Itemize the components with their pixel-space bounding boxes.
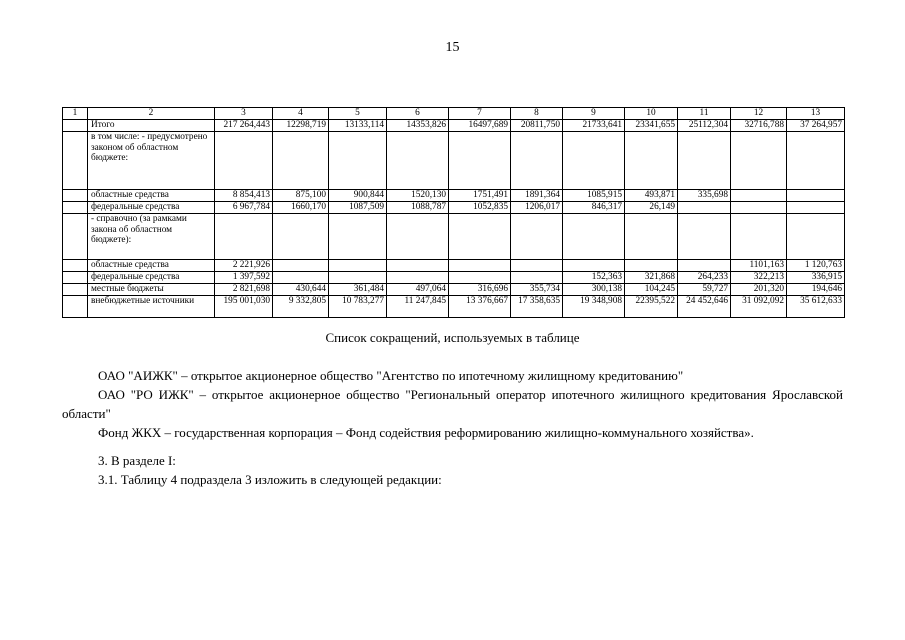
table-cell-value (731, 132, 787, 190)
table-cell-value: 31 092,092 (731, 296, 787, 318)
table-cell-value: 24 452,646 (678, 296, 731, 318)
table-cell-value (511, 260, 563, 272)
table-row-label: федеральные средства (88, 202, 215, 214)
table-cell-value (387, 214, 449, 260)
table-cell-value: 335,698 (678, 190, 731, 202)
table-cell-value: 59,727 (678, 284, 731, 296)
table-cell-value: 430,644 (273, 284, 329, 296)
table-cell-value (387, 132, 449, 190)
abbreviations-caption: Список сокращений, используемых в таблице (325, 330, 580, 345)
table-header-row (63, 108, 845, 120)
table-cell-index (63, 132, 88, 190)
table-row-label: местные бюджеты (88, 284, 215, 296)
table-cell-value (787, 202, 845, 214)
table-row-label: внебюджетные источники (88, 296, 215, 318)
table-cell-value (449, 260, 511, 272)
table-cell-value: 1 120,763 (787, 260, 845, 272)
table-row-label: в том числе: - предусмотрено законом об областном бюджете: (88, 132, 215, 190)
table-cell-value: 13 376,667 (449, 296, 511, 318)
table-row-label: Итого (88, 120, 215, 132)
table-row (63, 284, 845, 296)
table-cell-value (787, 190, 845, 202)
table-cell-value: 493,871 (625, 190, 678, 202)
table-cell-value (678, 260, 731, 272)
table-cell-value (449, 214, 511, 260)
table-body (63, 108, 845, 318)
table-cell-value: 1206,017 (511, 202, 563, 214)
table-header-cell: 10 (625, 108, 678, 120)
table-cell-value: 25112,304 (678, 120, 731, 132)
table-cell-value (563, 214, 625, 260)
table-cell-value (563, 132, 625, 190)
table-cell-value (329, 132, 387, 190)
table-header-cell: 3 (215, 108, 273, 120)
table-cell-value: 11 247,845 (387, 296, 449, 318)
table-cell-value (511, 214, 563, 260)
table-row-label: областные средства (88, 190, 215, 202)
table-cell-value: 361,484 (329, 284, 387, 296)
table-cell-value: 1 397,592 (215, 272, 273, 284)
table-cell-value (731, 214, 787, 260)
table-cell-value: 104,245 (625, 284, 678, 296)
table-cell-value (678, 202, 731, 214)
table-row (63, 132, 845, 190)
table-cell-value: 1660,170 (273, 202, 329, 214)
table-cell-value: 2 221,926 (215, 260, 273, 272)
table-cell-value (787, 132, 845, 190)
table-cell-value: 217 264,443 (215, 120, 273, 132)
table-cell-index (63, 272, 88, 284)
table-header-cell: 4 (273, 108, 329, 120)
table-cell-value: 37 264,957 (787, 120, 845, 132)
table-cell-value (329, 272, 387, 284)
table-cell-value: 6 967,784 (215, 202, 273, 214)
table-header-cell: 6 (387, 108, 449, 120)
table-cell-value (731, 190, 787, 202)
table-header-cell: 7 (449, 108, 511, 120)
table-cell-index (63, 284, 88, 296)
table-cell-value (511, 132, 563, 190)
table-header-cell: 9 (563, 108, 625, 120)
table-cell-value: 19 348,908 (563, 296, 625, 318)
table-cell-value: 10 783,277 (329, 296, 387, 318)
table-cell-value: 846,317 (563, 202, 625, 214)
table-cell-value: 194,646 (787, 284, 845, 296)
table-cell-value: 321,868 (625, 272, 678, 284)
table-cell-value: 14353,826 (387, 120, 449, 132)
table-cell-index (63, 202, 88, 214)
table-cell-value: 1052,835 (449, 202, 511, 214)
table-cell-value (731, 202, 787, 214)
table-header-cell: 5 (329, 108, 387, 120)
table-row (63, 120, 845, 132)
table-cell-value: 2 821,698 (215, 284, 273, 296)
table-cell-value: 264,233 (678, 272, 731, 284)
table-cell-value (625, 214, 678, 260)
table-row (63, 260, 845, 272)
paragraph-section-3-1: 3.1. Таблицу 4 подраздела 3 изложить в следующей редакции: (98, 472, 442, 487)
table-cell-value (215, 214, 273, 260)
table-cell-value: 1087,509 (329, 202, 387, 214)
table-cell-value: 23341,655 (625, 120, 678, 132)
table-row (63, 296, 845, 318)
funding-table (62, 107, 845, 318)
table-cell-value: 1085,915 (563, 190, 625, 202)
table-cell-value (625, 260, 678, 272)
table-cell-value: 1088,787 (387, 202, 449, 214)
table-cell-value (387, 272, 449, 284)
table-cell-value: 20811,750 (511, 120, 563, 132)
table-row (63, 190, 845, 202)
table-cell-index (63, 190, 88, 202)
table-cell-value (625, 132, 678, 190)
table-cell-value: 1520,130 (387, 190, 449, 202)
table-cell-value (511, 272, 563, 284)
table-cell-value (387, 260, 449, 272)
table-cell-value (563, 260, 625, 272)
table-cell-index (63, 120, 88, 132)
page-number: 15 (445, 40, 460, 55)
paragraph-ro-izhk: ОАО "РО ИЖК" – открытое акционерное общество "Региональный оператор ипотечного жилищного кредитования Ярославской области" (62, 387, 843, 421)
table-cell-value: 1891,364 (511, 190, 563, 202)
table-cell-value: 12298,719 (273, 120, 329, 132)
table-cell-value: 35 612,633 (787, 296, 845, 318)
table-cell-value: 322,213 (731, 272, 787, 284)
table-cell-value: 316,696 (449, 284, 511, 296)
table-row-label: федеральные средства (88, 272, 215, 284)
table-row (63, 202, 845, 214)
table-cell-index (63, 260, 88, 272)
table-cell-value: 32716,788 (731, 120, 787, 132)
table-cell-value: 13133,114 (329, 120, 387, 132)
table-cell-value: 497,064 (387, 284, 449, 296)
table-header-cell: 11 (678, 108, 731, 120)
table-row (63, 214, 845, 260)
table-cell-value: 900,844 (329, 190, 387, 202)
table-header-cell: 13 (787, 108, 845, 120)
table-cell-value: 355,734 (511, 284, 563, 296)
table-row (63, 272, 845, 284)
table-cell-value: 9 332,805 (273, 296, 329, 318)
table-cell-value (678, 214, 731, 260)
paragraph-section-3: 3. В разделе I: (98, 453, 176, 468)
table-header-cell: 2 (88, 108, 215, 120)
table-row-label: - справочно (за рамками закона об областном бюджете): (88, 214, 215, 260)
table-header-cell: 1 (63, 108, 88, 120)
table-cell-value: 152,363 (563, 272, 625, 284)
table-cell-value: 17 358,635 (511, 296, 563, 318)
paragraph-fond-zhkh: Фонд ЖКХ – государственная корпорация – Фонд содействия реформированию жилищно-коммунального хозяйства». (98, 425, 754, 440)
table-row-label: областные средства (88, 260, 215, 272)
table-cell-value: 26,149 (625, 202, 678, 214)
table-cell-value (787, 214, 845, 260)
table-cell-value (273, 260, 329, 272)
table-cell-value: 1751,491 (449, 190, 511, 202)
table-cell-index (63, 296, 88, 318)
table-cell-value (215, 132, 273, 190)
table-cell-value: 22395,522 (625, 296, 678, 318)
table-cell-value: 336,915 (787, 272, 845, 284)
table-cell-value (678, 132, 731, 190)
table-cell-value (449, 272, 511, 284)
table-cell-value: 8 854,413 (215, 190, 273, 202)
paragraph-aizhk: ОАО "АИЖК" – открытое акционерное общество "Агентство по ипотечному жилищному кредитованию" (98, 368, 684, 383)
table-cell-value: 1101,163 (731, 260, 787, 272)
table-cell-value: 875,100 (273, 190, 329, 202)
table-cell-value: 21733,641 (563, 120, 625, 132)
table-header-cell: 8 (511, 108, 563, 120)
table-cell-value (273, 214, 329, 260)
table-cell-value: 300,138 (563, 284, 625, 296)
table-cell-value (329, 214, 387, 260)
table-cell-index (63, 214, 88, 260)
table-cell-value (273, 272, 329, 284)
table-cell-value (329, 260, 387, 272)
table-header-cell: 12 (731, 108, 787, 120)
table-cell-value (449, 132, 511, 190)
table-cell-value: 201,320 (731, 284, 787, 296)
table-cell-value: 195 001,030 (215, 296, 273, 318)
table-cell-value (273, 132, 329, 190)
table-cell-value: 16497,689 (449, 120, 511, 132)
